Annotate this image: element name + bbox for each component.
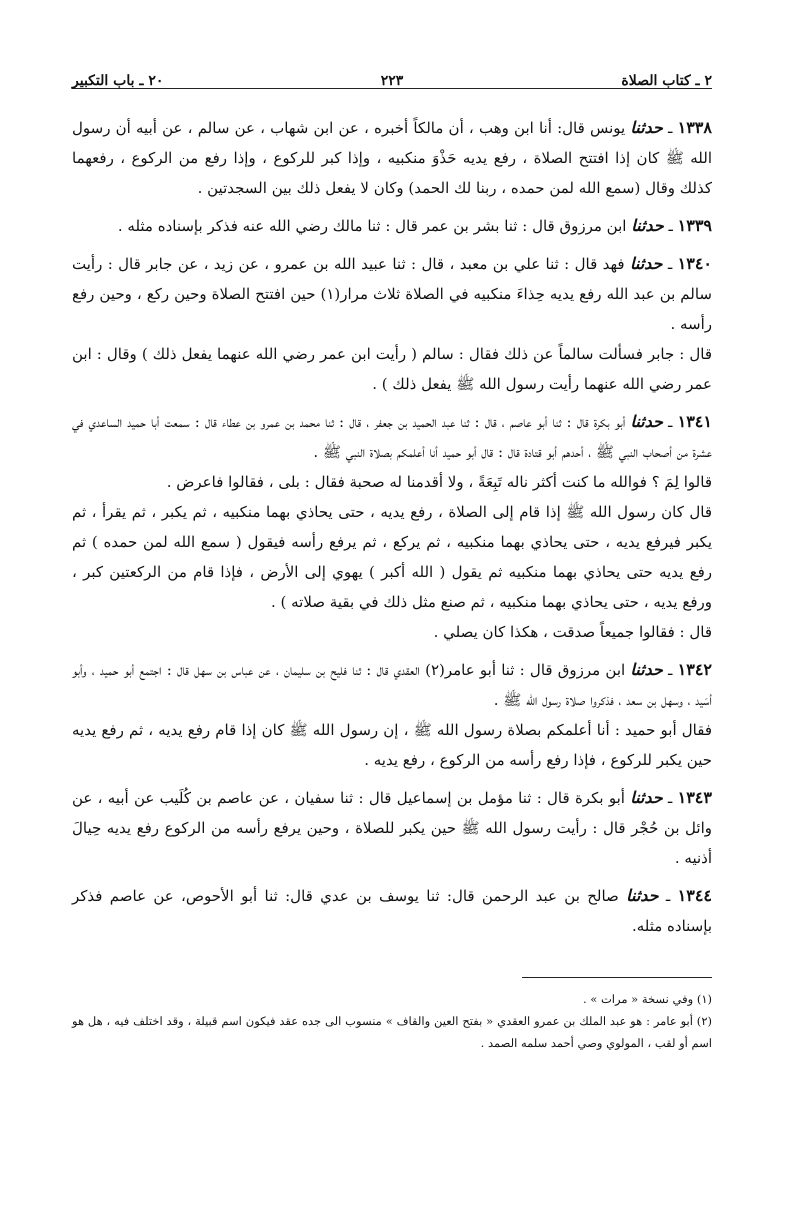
hadith-1341: ١٣٤١ ـ حدثنا أبو بكرة قال : ثنا أبو عاصم ، قال : ثنا عبد الحميد بن جعفر ، قال : ثنا محمد بن عمرو بن عطاء قال : سمعت أبا حميد الساعدي في عشرة من أصحاب النبي ﷺ ، أحدهم أبو قتادة قال : قال أبو حميد أنا أعلمكم بصلاة النبي ﷺ . قالوا لِمَ ؟ فوالله ما كنت أكثر ناله تَبِعَةً ، ولا أقدمنا له صحبة فقال : بلى ، فقالوا فاعرض . قال كان رسول الله ﷺ إذا قام إلى الصلاة ، رفع يديه ، حتى يحاذي بهما منكبيه ، ثم يكبر ، ثم يقرأ ، ثم يكبر فيرفع يديه ، حتى يحاذي بهما منكبيه ، ثم يركع ، ثم يرفع رأسه فيقول ( سمع الله لمن حمده ) ثم رفع يديه حتى يحاذي بهما منكبيه ثم يقول ( الله أكبر ) يهوي إلى الأرض ، فإذا قام من الركعتين كبر ، ورفع يديه ، حتى يحاذي بهما منكبيه ، ثم صنع مثل ذلك في بقية صلاته ) . قال : فقالوا جميعاً صدقت ، هكذا كان يصلي . — [72, 407, 712, 647]
hadith-text: فهد قال : ثنا علي بن معبد ، قال : ثنا عبيد الله بن عمرو ، عن زيد ، عن جابر قال : رأيت سالم بن عبد الله رفع يديه حِذاءَ منكبيه في الصلاة ثلاث مرار(١) حين افتتح الصلاة وحين ركع ، وحين رفع رأسه . — [72, 255, 712, 333]
chapter-title: ٢٠ ـ باب التكبير — [72, 73, 164, 89]
hadith-1340: ١٣٤٠ ـ حدثنا فهد قال : ثنا علي بن معبد ، قال : ثنا عبيد الله بن عمرو ، عن زيد ، عن جابر قال : رأيت سالم بن عبد الله رفع يديه حِذاءَ منكبيه في الصلاة ثلاث مرار(١) حين افتتح الصلاة وحين ركع ، وحين رفع رأسه . قال : جابر فسألت سالماً عن ذلك فقال : سالم ( رأيت ابن عمر رضي الله عنهما يفعل ذلك ) وقال : ابن عمر رضي الله عنهما رأيت رسول الله ﷺ يفعل ذلك ) . — [72, 249, 712, 399]
haddathana-word: حدثنا — [630, 118, 663, 137]
hadith-1342: ١٣٤٢ ـ حدثنا ابن مرزوق قال : ثنا أبو عامر(٢) العقدي قال : ثنا فليح بن سليمان ، عن عباس بن سهل قال : اجتمع أبو حميد ، وأبو أسَيد ، وسهل بن سعد ، فذكروا صلاة رسول الله ﷺ . فقال أبو حميد : أنا أعلمكم بصلاة رسول الله ﷺ ، إن رسول الله ﷺ كان إذا قام رفع يديه ، ثم رفع يديه حين يكبر للركوع ، فإذا رفع رأسه من الركوع ، رفع يديه . — [72, 655, 712, 775]
hadith-number: ١٣٣٨ — [677, 118, 712, 137]
hadith-paragraph: فقال أبو حميد : أنا أعلمكم بصلاة رسول الله ﷺ ، إن رسول الله ﷺ كان إذا قام رفع يديه ، ثم رفع يديه حين يكبر للركوع ، فإذا رفع رأسه من الركوع ، رفع يديه . — [72, 721, 712, 769]
hadith-text: أبو بكرة قال : ثنا أبو عاصم ، قال : ثنا عبد الحميد بن جعفر ، قال : ثنا محمد بن عمرو بن عطاء قال : سمعت أبا حميد الساعدي في عشرة من أصحاب النبي ﷺ ، أحدهم أبو قتادة قال : قال أبو حميد أنا أعلمكم بصلاة النبي ﷺ . — [72, 413, 712, 461]
hadith-text: أبو بكرة قال : ثنا مؤمل بن إسماعيل قال : ثنا سفيان ، عن عاصم بن كُلَيب عن أبيه ، عن وائل بن حُجْر قال : رأيت رسول الله ﷺ حين يكبر للصلاة ، وحين يرفع رأسه من الركوع رفع يديه حِيالَ أذنيه . — [72, 789, 712, 867]
haddathana-word: حدثنا — [631, 216, 664, 235]
hadith-number: ١٣٤١ — [677, 412, 712, 431]
hadith-text: ابن مرزوق قال : ثنا بشر بن عمر قال : ثنا مالك رضي الله عنه فذكر بإسناده مثله . — [117, 217, 627, 235]
haddathana-word: حدثنا — [630, 254, 663, 273]
hadith-number: ١٣٤٢ — [677, 660, 712, 679]
haddathana-word: حدثنا — [630, 660, 663, 679]
hadith-number: ١٣٤٣ — [677, 788, 712, 807]
hadith-paragraph: قال : فقالوا جميعاً صدقت ، هكذا كان يصلي . — [433, 623, 712, 641]
page — [72, 60, 712, 1054]
book-title: ٢ ـ كتاب الصلاة — [621, 73, 712, 89]
hadith-text: ابن مرزوق قال : ثنا أبو عامر(٢) العقدي قال : ثنا فليح بن سليمان ، عن عباس بن سهل قال : اجتمع أبو حميد ، وأبو أسَيد ، وسهل بن سعد ، فذكروا صلاة رسول الله ﷺ . — [72, 661, 712, 709]
haddathana-word: حدثنا — [630, 788, 663, 807]
hadith-number: ١٣٤٠ — [677, 254, 712, 273]
hadith-paragraph: قال كان رسول الله ﷺ إذا قام إلى الصلاة ، رفع يديه ، حتى يحاذي بهما منكبيه ، ثم يكبر ، ثم يقرأ ، ثم يكبر فيرفع يديه ، حتى يحاذي بهما منكبيه ، ثم يركع ، ثم يرفع رأسه فيقول ( سمع الله لمن حمده ) ثم رفع يديه حتى يحاذي بهما منكبيه ثم يقول ( الله أكبر ) يهوي إلى الأرض ، فإذا قام من الركعتين كبر ، ورفع يديه ، حتى يحاذي بهما منكبيه ، ثم صنع مثل ذلك في بقية صلاته ) . — [72, 503, 712, 611]
hadith-1343: ١٣٤٣ ـ حدثنا أبو بكرة قال : ثنا مؤمل بن إسماعيل قال : ثنا سفيان ، عن عاصم بن كُلَيب عن أبيه ، عن وائل بن حُجْر قال : رأيت رسول الله ﷺ حين يكبر للصلاة ، وحين يرفع رأسه من الركوع رفع يديه حِيالَ أذنيه . — [72, 788, 712, 867]
hadith-text: يونس قال: أنا ابن وهب ، أن مالكاً أخبره ، عن ابن شهاب ، عن سالم ، عن أبيه أن رسول الله ﷺ كان إذا افتتح الصلاة ، رفع يديه حَذْوَ منكبيه ، وإذا كبر للركوع ، وإذا رفع من الركوع ، رفعهما كذلك وقال (سمع الله لمن حمده ، ربنا لك الحمد) وكان لا يفعل ذلك بين السجدتين . — [72, 119, 712, 197]
hadith-1338: ١٣٣٨ ـ حدثنا يونس قال: أنا ابن وهب ، أن مالكاً أخبره ، عن ابن شهاب ، عن سالم ، عن أبيه أن رسول الله ﷺ كان إذا افتتح الصلاة ، رفع يديه حَذْوَ منكبيه ، وإذا كبر للركوع ، وإذا رفع من الركوع ، رفعهما كذلك وقال (سمع الله لمن حمده ، ربنا لك الحمد) وكان لا يفعل ذلك بين السجدتين . — [72, 118, 712, 197]
footnote-2: (٢) أبو عامر : هو عبد الملك بن عمرو العقدي « بفتح العين والقاف » منسوب الى جده عقد فيكون اسم قبيلة ، وقد اختلف فيه ، هل هو اسم أو لقب ، المولوي وصي أحمد سلمه الصمد . — [72, 1014, 712, 1050]
footnote-divider — [522, 977, 712, 978]
running-header — [72, 60, 712, 89]
page-number: ٢٢٣ — [380, 73, 404, 89]
hadith-1339: ١٣٣٩ ـ حدثنا ابن مرزوق قال : ثنا بشر بن عمر قال : ثنا مالك رضي الله عنه فذكر بإسناده مثله . — [117, 216, 712, 235]
haddathana-word: حدثنا — [630, 412, 663, 431]
hadith-number: ١٣٣٩ — [677, 216, 712, 235]
hadith-text: صالح بن عبد الرحمن قال: ثنا يوسف بن عدي قال: ثنا أبو الأحوص، عن عاصم فذكر بإسناده مثله. — [72, 887, 712, 935]
hadith-number: ١٣٤٤ — [677, 886, 712, 905]
hadith-1344: ١٣٤٤ ـ حدثنا صالح بن عبد الرحمن قال: ثنا يوسف بن عدي قال: ثنا أبو الأحوص، عن عاصم فذكر بإسناده مثله. — [72, 886, 712, 935]
footnote-1: (١) وفي نسخة « مرات » . — [582, 992, 712, 1006]
hadith-list — [72, 113, 712, 941]
hadith-paragraph: قالوا لِمَ ؟ فوالله ما كنت أكثر ناله تَبِعَةً ، ولا أقدمنا له صحبة فقال : بلى ، فقالوا فاعرض . — [166, 473, 712, 491]
footnotes — [72, 988, 712, 1054]
hadith-paragraph: قال : جابر فسألت سالماً عن ذلك فقال : سالم ( رأيت ابن عمر رضي الله عنهما يفعل ذلك ) وقال : ابن عمر رضي الله عنهما رأيت رسول الله ﷺ يفعل ذلك ) . — [72, 345, 712, 393]
haddathana-word: حدثنا — [626, 886, 659, 905]
